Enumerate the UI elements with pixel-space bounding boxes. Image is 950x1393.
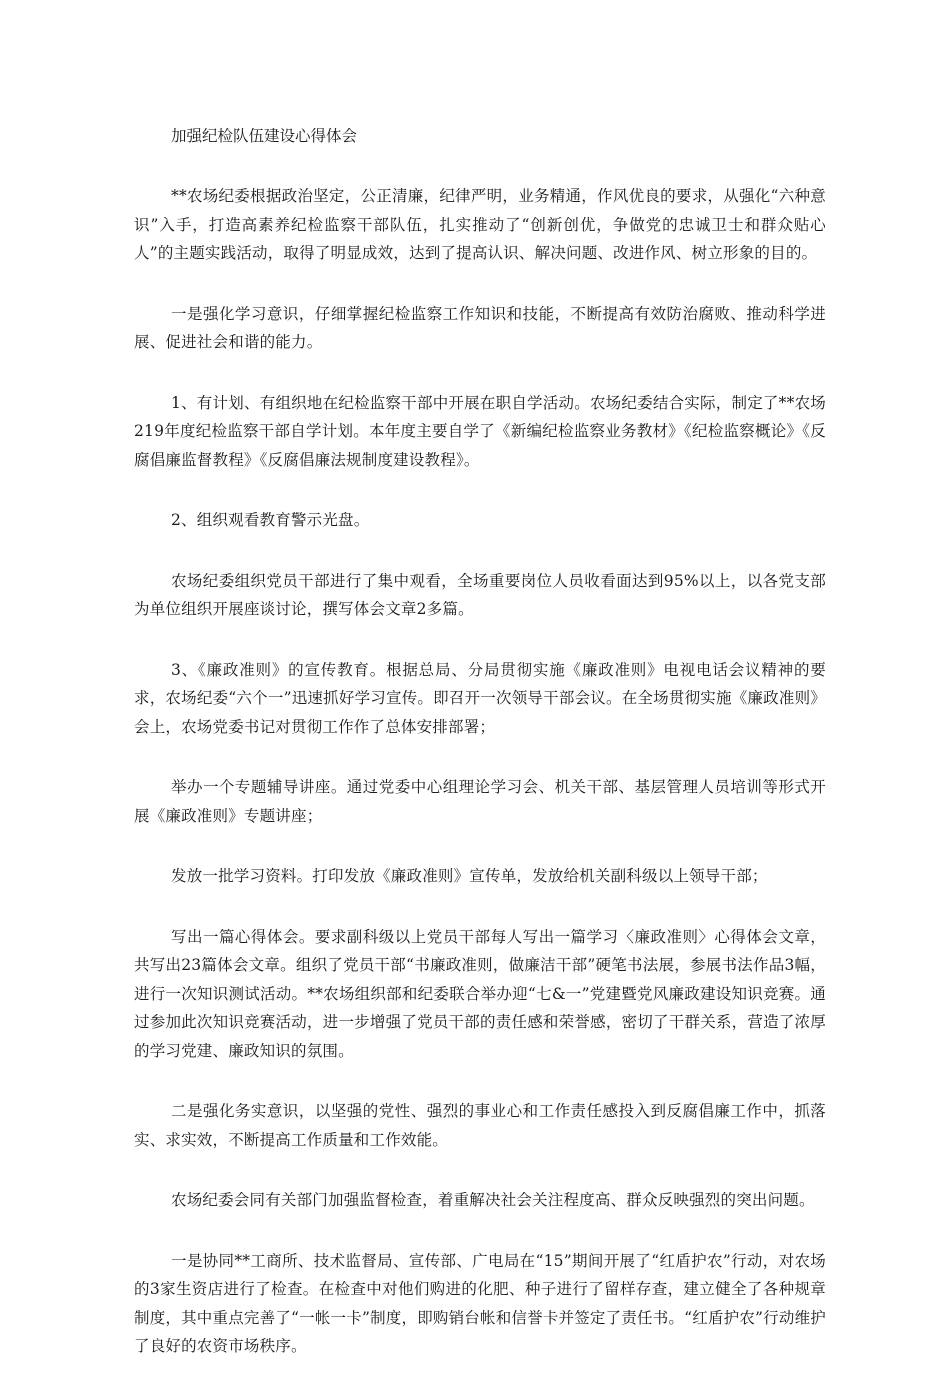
paragraph-viewing: 农场纪委组织党员干部进行了集中观看，全场重要岗位人员收看面达到95%以上，以各党支部为单位组织开展座谈讨论，撰写体会文章2多篇。 [134,571,826,618]
paragraph-supervision: 农场纪委会同有关部门加强监督检查，着重解决社会关注程度高、群众反映强烈的突出问题。 [171,1191,815,1209]
document-title: 加强纪检队伍建设心得体会 [171,127,358,145]
paragraph-lecture: 举办一个专题辅导讲座。通过党委中心组理论学习会、机关干部、基层管理人员培训等形式开展《廉政准则》专题讲座； [134,778,826,825]
paragraph-self-study: 1、有计划、有组织地在纪检监察干部中开展在职自学活动。农场纪委结合实际，制定了**农场219年度纪检监察干部自学计划。本年度主要自学了《新编纪检监察业务教材》《纪检监察概论》《反腐倡廉监督教程》《反腐倡廉法规制度建设教程》。 [134,393,826,469]
paragraph-warning-video: 2、组织观看教育警示光盘。 [171,511,370,529]
paragraph-essays: 写出一篇心得体会。要求副科级以上党员干部每人写出一篇学习〈廉政准则〉心得体会文章，共写出23篇体会文章。组织了党员干部“书廉政准则，做廉洁干部”硬笔书法展，参展书法作品3幅，进行一次知识测试活动。**农场组织部和纪委联合举办迎“七&一”党建暨党风廉政建设知识竞赛。通过参加此次知识竞赛活动，进一步增强了党员干部的责任感和荣誉感，密切了干群关系，营造了浓厚的学习党建、廉政知识的氛围。 [134,927,826,1060]
paragraph-intro: **农场纪委根据政治坚定，公正清廉，纪律严明，业务精通，作风优良的要求，从强化“六种意识”入手，打造高素养纪检监察干部队伍，扎实推动了“创新创优，争做党的忠诚卫士和群众贴心人”的主题实践活动，取得了明显成效，达到了提高认识、解决问题、改进作风、树立形象的目的。 [134,187,826,262]
document-page [134,122,826,1393]
paragraph-practical-awareness: 二是强化务实意识，以坚强的党性、强烈的事业心和工作责任感投入到反腐倡廉工作中，抓落实、求实效，不断提高工作质量和工作效能。 [134,1102,826,1149]
paragraph-integrity-rules: 3、《廉政准则》的宣传教育。根据总局、分局贯彻实施《廉政准则》电视电话会议精神的要求，农场纪委“六个一”迅速抓好学习宣传。即召开一次领导干部会议。在全场贯彻实施《廉政准则》会上，农场党委书记对贯彻工作作了总体安排部署； [134,660,826,736]
paragraph-red-shield: 一是协同**工商所、技术监督局、宣传部、广电局在“15”期间开展了“红盾护农”行动，对农场的3家生资店进行了检查。在检查中对他们购进的化肥、种子进行了留样存查，建立健全了各种规章制度，其中重点完善了“一帐一卡”制度，即购销台帐和信誉卡并签定了责任书。“红盾护农”行动维护了良好的农资市场秩序。 [134,1251,826,1355]
paragraph-materials: 发放一批学习资料。打印发放《廉政准则》宣传单，发放给机关副科级以上领导干部； [171,867,768,885]
paragraph-study-awareness: 一是强化学习意识，仔细掌握纪检监察工作知识和技能，不断提高有效防治腐败、推动科学进展、促进社会和谐的能力。 [134,304,826,351]
